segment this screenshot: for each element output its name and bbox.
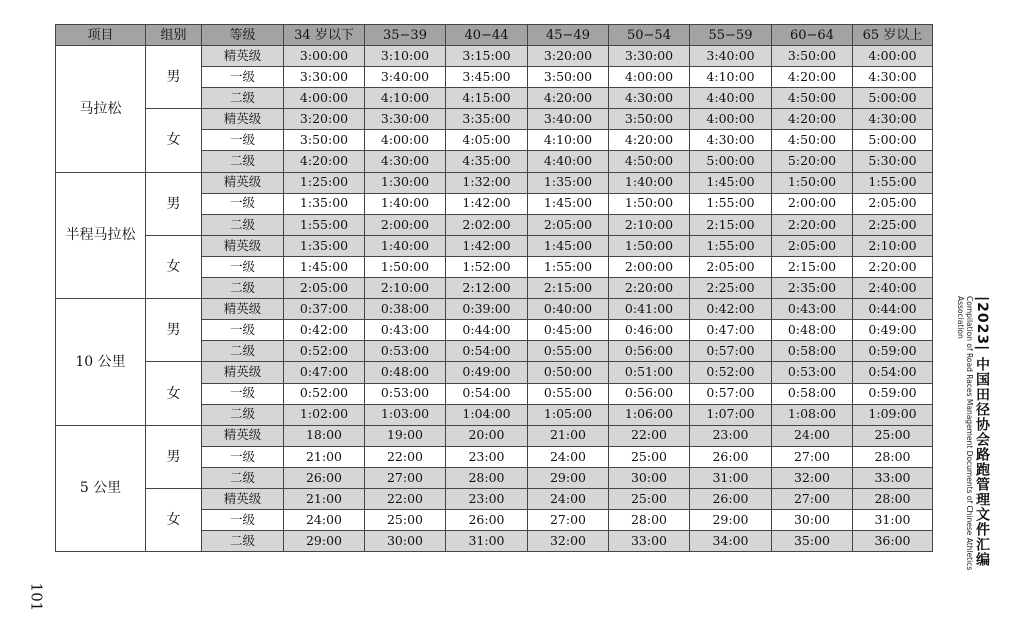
time-cell: 0:43:00 bbox=[365, 320, 446, 341]
time-cell: 1:02:00 bbox=[284, 404, 365, 425]
level-cell: 一级 bbox=[202, 446, 284, 467]
time-cell: 19:00 bbox=[365, 425, 446, 446]
time-cell: 29:00 bbox=[284, 531, 365, 552]
time-cell: 25:00 bbox=[609, 446, 690, 467]
page-number: 101 bbox=[27, 582, 46, 612]
time-cell: 32:00 bbox=[528, 531, 609, 552]
time-cell: 27:00 bbox=[772, 446, 853, 467]
time-cell: 26:00 bbox=[284, 467, 365, 488]
time-cell: 1:50:00 bbox=[609, 235, 690, 256]
time-cell: 25:00 bbox=[853, 425, 933, 446]
time-cell: 3:50:00 bbox=[284, 130, 365, 151]
time-cell: 0:37:00 bbox=[284, 299, 365, 320]
time-cell: 24:00 bbox=[528, 446, 609, 467]
header-cell: 项目 bbox=[56, 25, 146, 46]
time-cell: 31:00 bbox=[690, 467, 772, 488]
time-cell: 26:00 bbox=[690, 446, 772, 467]
level-cell: 精英级 bbox=[202, 46, 284, 67]
time-cell: 4:10:00 bbox=[690, 67, 772, 88]
header-cell: 55−59 bbox=[690, 25, 772, 46]
time-cell: 0:56:00 bbox=[609, 383, 690, 404]
time-cell: 26:00 bbox=[690, 488, 772, 509]
time-cell: 5:00:00 bbox=[853, 130, 933, 151]
time-cell: 1:55:00 bbox=[284, 214, 365, 235]
gender-cell: 男 bbox=[146, 46, 202, 109]
time-cell: 1:35:00 bbox=[284, 193, 365, 214]
time-cell: 3:40:00 bbox=[365, 67, 446, 88]
table-row bbox=[56, 299, 933, 320]
time-cell: 5:30:00 bbox=[853, 151, 933, 172]
time-cell: 4:00:00 bbox=[690, 109, 772, 130]
level-cell: 二级 bbox=[202, 531, 284, 552]
time-cell: 0:44:00 bbox=[446, 320, 528, 341]
time-cell: 4:40:00 bbox=[528, 151, 609, 172]
time-cell: 0:48:00 bbox=[365, 362, 446, 383]
time-cell: 31:00 bbox=[853, 510, 933, 531]
time-cell: 0:40:00 bbox=[528, 299, 609, 320]
level-cell: 一级 bbox=[202, 320, 284, 341]
time-cell: 32:00 bbox=[772, 467, 853, 488]
event-name-cell: 10 公里 bbox=[56, 299, 146, 426]
time-cell: 23:00 bbox=[690, 425, 772, 446]
level-cell: 二级 bbox=[202, 151, 284, 172]
time-cell: 0:47:00 bbox=[284, 362, 365, 383]
time-cell: 0:49:00 bbox=[446, 362, 528, 383]
time-cell: 0:54:00 bbox=[853, 362, 933, 383]
gender-cell: 男 bbox=[146, 299, 202, 362]
level-cell: 精英级 bbox=[202, 488, 284, 509]
time-cell: 30:00 bbox=[772, 510, 853, 531]
time-cell: 25:00 bbox=[365, 510, 446, 531]
time-cell: 27:00 bbox=[772, 488, 853, 509]
time-cell: 21:00 bbox=[284, 488, 365, 509]
time-cell: 3:20:00 bbox=[528, 46, 609, 67]
time-cell: 3:50:00 bbox=[772, 46, 853, 67]
level-cell: 一级 bbox=[202, 67, 284, 88]
level-cell: 精英级 bbox=[202, 172, 284, 193]
time-cell: 24:00 bbox=[772, 425, 853, 446]
time-cell: 4:00:00 bbox=[609, 67, 690, 88]
time-cell: 0:55:00 bbox=[528, 383, 609, 404]
time-cell: 0:45:00 bbox=[528, 320, 609, 341]
grading-table bbox=[55, 24, 933, 552]
table-body bbox=[56, 46, 933, 552]
time-cell: 28:00 bbox=[853, 488, 933, 509]
time-cell: 0:42:00 bbox=[690, 299, 772, 320]
level-cell: 二级 bbox=[202, 88, 284, 109]
time-cell: 35:00 bbox=[772, 531, 853, 552]
time-cell: 1:09:00 bbox=[853, 404, 933, 425]
time-cell: 0:46:00 bbox=[609, 320, 690, 341]
time-cell: 0:57:00 bbox=[690, 341, 772, 362]
time-cell: 1:40:00 bbox=[609, 172, 690, 193]
time-cell: 0:54:00 bbox=[446, 383, 528, 404]
time-cell: 0:55:00 bbox=[528, 341, 609, 362]
time-cell: 2:00:00 bbox=[365, 214, 446, 235]
time-cell: 0:58:00 bbox=[772, 383, 853, 404]
header-cell: 组别 bbox=[146, 25, 202, 46]
time-cell: 4:10:00 bbox=[365, 88, 446, 109]
time-cell: 30:00 bbox=[365, 531, 446, 552]
time-cell: 33:00 bbox=[609, 531, 690, 552]
time-cell: 2:02:00 bbox=[446, 214, 528, 235]
time-cell: 1:55:00 bbox=[853, 172, 933, 193]
time-cell: 0:56:00 bbox=[609, 341, 690, 362]
time-cell: 4:35:00 bbox=[446, 151, 528, 172]
table-row bbox=[56, 172, 933, 193]
time-cell: 21:00 bbox=[528, 425, 609, 446]
time-cell: 0:59:00 bbox=[853, 383, 933, 404]
time-cell: 0:57:00 bbox=[690, 383, 772, 404]
time-cell: 1:03:00 bbox=[365, 404, 446, 425]
time-cell: 4:20:00 bbox=[284, 151, 365, 172]
time-cell: 1:42:00 bbox=[446, 235, 528, 256]
time-cell: 1:55:00 bbox=[690, 193, 772, 214]
time-cell: 1:06:00 bbox=[609, 404, 690, 425]
time-cell: 1:45:00 bbox=[528, 235, 609, 256]
time-cell: 2:10:00 bbox=[365, 278, 446, 299]
event-name-cell: 5 公里 bbox=[56, 425, 146, 552]
time-cell: 4:50:00 bbox=[609, 151, 690, 172]
table-row bbox=[56, 425, 933, 446]
time-cell: 31:00 bbox=[446, 531, 528, 552]
header-cell: 等级 bbox=[202, 25, 284, 46]
level-cell: 一级 bbox=[202, 256, 284, 277]
time-cell: 24:00 bbox=[284, 510, 365, 531]
header-cell: 34 岁以下 bbox=[284, 25, 365, 46]
level-cell: 一级 bbox=[202, 130, 284, 151]
time-cell: 3:30:00 bbox=[609, 46, 690, 67]
time-cell: 2:25:00 bbox=[690, 278, 772, 299]
spine-header bbox=[958, 296, 1010, 606]
time-cell: 0:43:00 bbox=[772, 299, 853, 320]
level-cell: 一级 bbox=[202, 510, 284, 531]
time-cell: 0:52:00 bbox=[690, 362, 772, 383]
header-cell: 50−54 bbox=[609, 25, 690, 46]
level-cell: 精英级 bbox=[202, 109, 284, 130]
time-cell: 2:15:00 bbox=[528, 278, 609, 299]
time-cell: 2:15:00 bbox=[772, 256, 853, 277]
time-cell: 23:00 bbox=[446, 446, 528, 467]
time-cell: 0:51:00 bbox=[609, 362, 690, 383]
gender-cell: 女 bbox=[146, 109, 202, 172]
gender-cell: 女 bbox=[146, 488, 202, 551]
time-cell: 4:10:00 bbox=[528, 130, 609, 151]
time-cell: 2:35:00 bbox=[772, 278, 853, 299]
time-cell: 0:49:00 bbox=[853, 320, 933, 341]
table-header-row bbox=[56, 25, 933, 46]
table-row bbox=[56, 488, 933, 509]
time-cell: 4:30:00 bbox=[853, 109, 933, 130]
time-cell: 1:55:00 bbox=[528, 256, 609, 277]
time-cell: 2:05:00 bbox=[284, 278, 365, 299]
time-cell: 2:20:00 bbox=[772, 214, 853, 235]
time-cell: 0:42:00 bbox=[284, 320, 365, 341]
time-cell: 0:38:00 bbox=[365, 299, 446, 320]
time-cell: 2:25:00 bbox=[853, 214, 933, 235]
gender-cell: 女 bbox=[146, 235, 202, 298]
time-cell: 4:00:00 bbox=[284, 88, 365, 109]
time-cell: 4:15:00 bbox=[446, 88, 528, 109]
time-cell: 2:10:00 bbox=[853, 235, 933, 256]
time-cell: 3:15:00 bbox=[446, 46, 528, 67]
time-cell: 1:45:00 bbox=[284, 256, 365, 277]
time-cell: 1:35:00 bbox=[528, 172, 609, 193]
time-cell: 28:00 bbox=[853, 446, 933, 467]
time-cell: 1:50:00 bbox=[772, 172, 853, 193]
time-cell: 0:54:00 bbox=[446, 341, 528, 362]
time-cell: 21:00 bbox=[284, 446, 365, 467]
time-cell: 4:30:00 bbox=[853, 67, 933, 88]
time-cell: 5:20:00 bbox=[772, 151, 853, 172]
level-cell: 一级 bbox=[202, 383, 284, 404]
time-cell: 0:53:00 bbox=[365, 341, 446, 362]
time-cell: 20:00 bbox=[446, 425, 528, 446]
time-cell: 2:00:00 bbox=[772, 193, 853, 214]
table-row bbox=[56, 46, 933, 67]
time-cell: 4:30:00 bbox=[365, 151, 446, 172]
time-cell: 36:00 bbox=[853, 531, 933, 552]
time-cell: 0:47:00 bbox=[690, 320, 772, 341]
time-cell: 29:00 bbox=[690, 510, 772, 531]
time-cell: 3:50:00 bbox=[609, 109, 690, 130]
time-cell: 0:53:00 bbox=[365, 383, 446, 404]
time-cell: 2:40:00 bbox=[853, 278, 933, 299]
time-cell: 34:00 bbox=[690, 531, 772, 552]
level-cell: 精英级 bbox=[202, 362, 284, 383]
time-cell: 4:20:00 bbox=[772, 109, 853, 130]
level-cell: 精英级 bbox=[202, 235, 284, 256]
time-cell: 3:35:00 bbox=[446, 109, 528, 130]
header-cell: 40−44 bbox=[446, 25, 528, 46]
time-cell: 4:20:00 bbox=[528, 88, 609, 109]
level-cell: 一级 bbox=[202, 193, 284, 214]
event-name-cell: 半程马拉松 bbox=[56, 172, 146, 299]
header-cell: 60−64 bbox=[772, 25, 853, 46]
time-cell: 4:50:00 bbox=[772, 130, 853, 151]
time-cell: 1:42:00 bbox=[446, 193, 528, 214]
time-cell: 18:00 bbox=[284, 425, 365, 446]
time-cell: 1:05:00 bbox=[528, 404, 609, 425]
time-cell: 4:40:00 bbox=[690, 88, 772, 109]
time-cell: 3:30:00 bbox=[365, 109, 446, 130]
time-cell: 29:00 bbox=[528, 467, 609, 488]
time-cell: 0:50:00 bbox=[528, 362, 609, 383]
time-cell: 2:05:00 bbox=[772, 235, 853, 256]
time-cell: 2:05:00 bbox=[528, 214, 609, 235]
time-cell: 1:50:00 bbox=[365, 256, 446, 277]
time-cell: 4:20:00 bbox=[609, 130, 690, 151]
time-cell: 0:53:00 bbox=[772, 362, 853, 383]
time-cell: 1:55:00 bbox=[690, 235, 772, 256]
time-cell: 22:00 bbox=[365, 446, 446, 467]
time-cell: 3:10:00 bbox=[365, 46, 446, 67]
time-cell: 4:05:00 bbox=[446, 130, 528, 151]
level-cell: 精英级 bbox=[202, 299, 284, 320]
time-cell: 1:35:00 bbox=[284, 235, 365, 256]
time-cell: 0:44:00 bbox=[853, 299, 933, 320]
time-cell: 4:00:00 bbox=[365, 130, 446, 151]
time-cell: 33:00 bbox=[853, 467, 933, 488]
gender-cell: 男 bbox=[146, 172, 202, 235]
time-cell: 1:07:00 bbox=[690, 404, 772, 425]
time-cell: 22:00 bbox=[609, 425, 690, 446]
time-cell: 4:50:00 bbox=[772, 88, 853, 109]
time-cell: 27:00 bbox=[365, 467, 446, 488]
level-cell: 二级 bbox=[202, 341, 284, 362]
time-cell: 1:45:00 bbox=[690, 172, 772, 193]
time-cell: 1:04:00 bbox=[446, 404, 528, 425]
time-cell: 2:20:00 bbox=[853, 256, 933, 277]
table-row bbox=[56, 235, 933, 256]
spine-title-cn: |2023| 中国田径协会路跑管理文件汇编 bbox=[974, 296, 990, 568]
time-cell: 28:00 bbox=[446, 467, 528, 488]
time-cell: 3:00:00 bbox=[284, 46, 365, 67]
gender-cell: 男 bbox=[146, 425, 202, 488]
time-cell: 30:00 bbox=[609, 467, 690, 488]
time-cell: 2:05:00 bbox=[853, 193, 933, 214]
spine-title-en: Compilation of Road Races Management Documents of Chinese Athletics Association bbox=[956, 296, 974, 571]
level-cell: 二级 bbox=[202, 467, 284, 488]
time-cell: 0:59:00 bbox=[853, 341, 933, 362]
time-cell: 5:00:00 bbox=[690, 151, 772, 172]
time-cell: 4:00:00 bbox=[853, 46, 933, 67]
time-cell: 1:40:00 bbox=[365, 235, 446, 256]
time-cell: 0:52:00 bbox=[284, 341, 365, 362]
time-cell: 2:20:00 bbox=[609, 278, 690, 299]
time-cell: 28:00 bbox=[609, 510, 690, 531]
time-cell: 0:41:00 bbox=[609, 299, 690, 320]
time-cell: 27:00 bbox=[528, 510, 609, 531]
time-cell: 25:00 bbox=[609, 488, 690, 509]
time-cell: 1:40:00 bbox=[365, 193, 446, 214]
time-cell: 3:45:00 bbox=[446, 67, 528, 88]
time-cell: 2:10:00 bbox=[609, 214, 690, 235]
header-cell: 65 岁以上 bbox=[853, 25, 933, 46]
time-cell: 5:00:00 bbox=[853, 88, 933, 109]
gender-cell: 女 bbox=[146, 362, 202, 425]
time-cell: 26:00 bbox=[446, 510, 528, 531]
time-cell: 2:12:00 bbox=[446, 278, 528, 299]
time-cell: 0:58:00 bbox=[772, 341, 853, 362]
time-cell: 4:30:00 bbox=[609, 88, 690, 109]
time-cell: 3:30:00 bbox=[284, 67, 365, 88]
time-cell: 23:00 bbox=[446, 488, 528, 509]
level-cell: 二级 bbox=[202, 404, 284, 425]
time-cell: 4:20:00 bbox=[772, 67, 853, 88]
time-cell: 3:20:00 bbox=[284, 109, 365, 130]
time-cell: 2:05:00 bbox=[690, 256, 772, 277]
header-cell: 35−39 bbox=[365, 25, 446, 46]
level-cell: 二级 bbox=[202, 214, 284, 235]
level-cell: 精英级 bbox=[202, 425, 284, 446]
time-cell: 1:52:00 bbox=[446, 256, 528, 277]
time-cell: 2:00:00 bbox=[609, 256, 690, 277]
table-row bbox=[56, 362, 933, 383]
level-cell: 二级 bbox=[202, 278, 284, 299]
table-row bbox=[56, 109, 933, 130]
time-cell: 0:39:00 bbox=[446, 299, 528, 320]
header-cell: 45−49 bbox=[528, 25, 609, 46]
time-cell: 1:08:00 bbox=[772, 404, 853, 425]
time-cell: 24:00 bbox=[528, 488, 609, 509]
time-cell: 1:32:00 bbox=[446, 172, 528, 193]
time-cell: 1:30:00 bbox=[365, 172, 446, 193]
time-cell: 1:50:00 bbox=[609, 193, 690, 214]
time-cell: 2:15:00 bbox=[690, 214, 772, 235]
time-cell: 4:30:00 bbox=[690, 130, 772, 151]
time-cell: 0:48:00 bbox=[772, 320, 853, 341]
time-cell: 3:40:00 bbox=[690, 46, 772, 67]
time-cell: 3:40:00 bbox=[528, 109, 609, 130]
time-cell: 1:25:00 bbox=[284, 172, 365, 193]
time-cell: 0:52:00 bbox=[284, 383, 365, 404]
event-name-cell: 马拉松 bbox=[56, 46, 146, 173]
time-cell: 1:45:00 bbox=[528, 193, 609, 214]
time-cell: 3:50:00 bbox=[528, 67, 609, 88]
time-cell: 22:00 bbox=[365, 488, 446, 509]
